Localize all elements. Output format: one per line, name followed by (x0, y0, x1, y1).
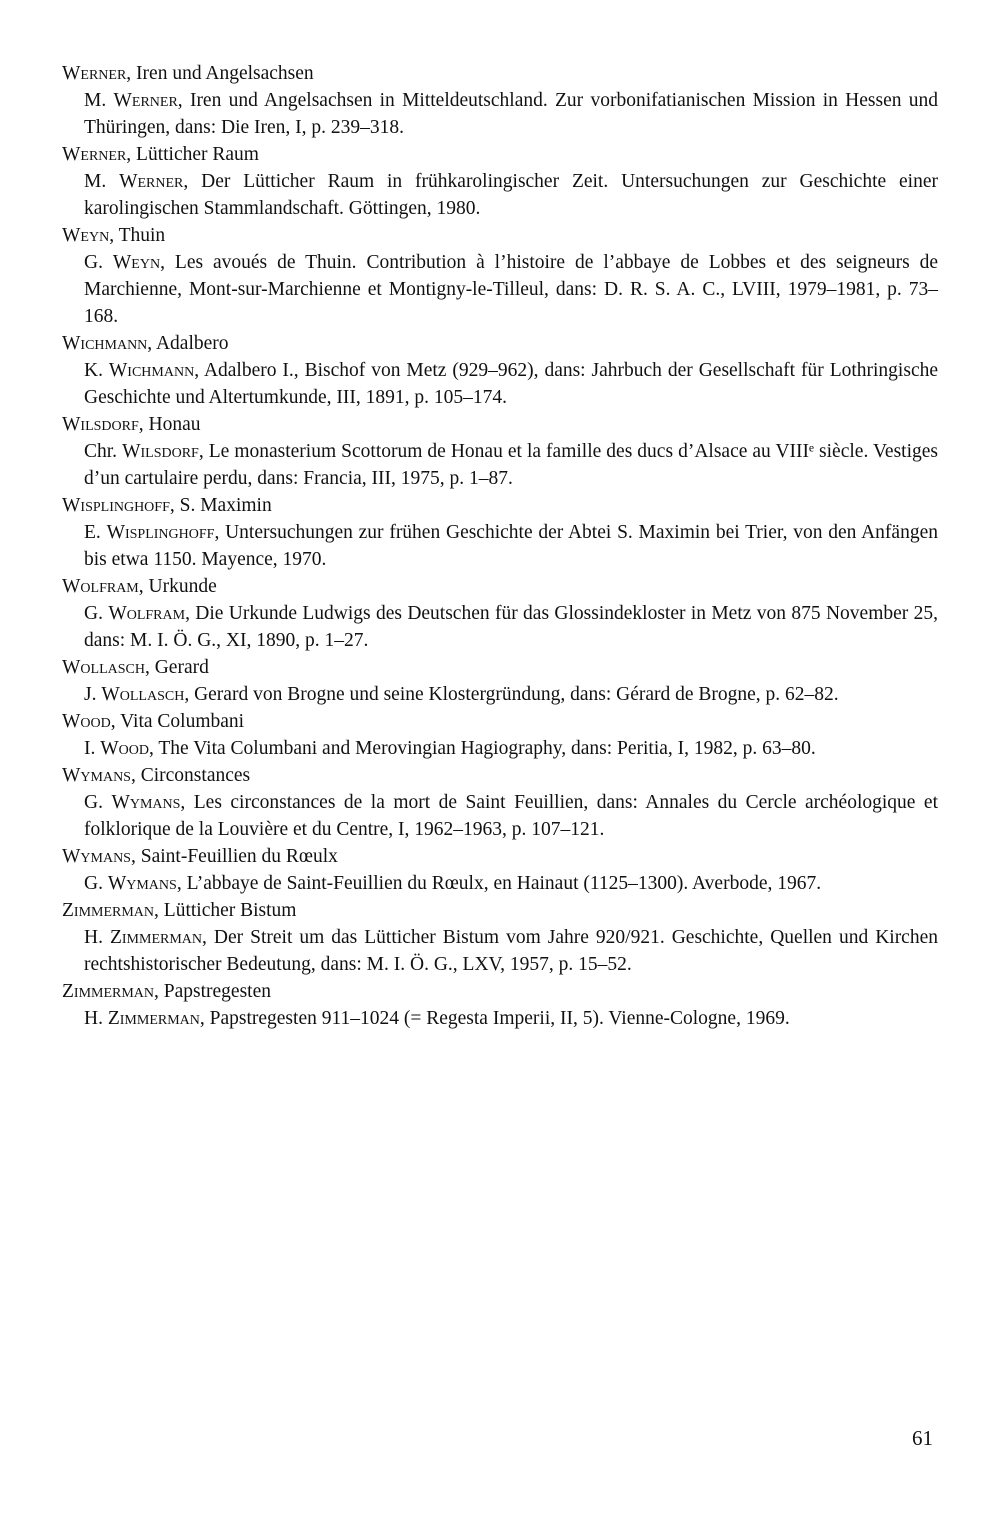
citation-initial: Chr. (84, 441, 123, 462)
entry-key-title: , Papstregesten (154, 981, 272, 1002)
entry-key-title: , S. Maximin (169, 495, 272, 516)
citation-text: , L’abbaye de Saint-Feuillien du Rœulx, en Hainaut (1125–1300). Averbode, 1967. (176, 873, 822, 894)
citation-author: Werner (119, 171, 184, 192)
bibliography-entry-zimmerman-papstregesten (62, 978, 938, 1032)
citation-author: Wood (100, 738, 149, 759)
entry-key (62, 708, 938, 735)
citation-text: , Le monasterium Scottorum de Honau et la famille des ducs d’Alsace au VIIIᵉ siècle. Vestiges d’un cartulaire perdu, dans: Francia, III, 1975, p. 1–87. (84, 441, 938, 489)
entry-citation (62, 789, 938, 843)
citation-initial: G. (84, 603, 109, 624)
entry-key (62, 573, 938, 600)
citation-author: Wolfram (108, 603, 186, 624)
entry-key-name: Werner (62, 63, 127, 84)
entry-citation (62, 168, 938, 222)
entry-citation (62, 681, 938, 708)
citation-initial: G. (84, 873, 108, 894)
citation-initial: H. (84, 1008, 108, 1029)
entry-key-title: , Urkunde (138, 576, 217, 597)
citation-initial: J. (84, 684, 102, 705)
entry-key (62, 141, 938, 168)
entry-citation (62, 249, 938, 330)
citation-text: , Untersuchungen zur frühen Geschichte der Abtei S. Maximin bei Trier, von den Anfängen bis etwa 1150. Mayence, 1970. (84, 522, 938, 570)
citation-author: Wisplinghoff (106, 522, 215, 543)
entry-key-name: Wisplinghoff (62, 495, 170, 516)
citation-initial: M. (84, 171, 120, 192)
entry-key-title: , Circonstances (130, 765, 251, 786)
citation-text: , Gerard von Brogne und seine Klostergründung, dans: Gérard de Brogne, p. 62–82. (184, 684, 839, 705)
citation-text: , Die Urkunde Ludwigs des Deutschen für das Glossindekloster in Metz von 875 November 25, dans: M. I. Ö. G., XI, 1890, p. 1–27. (84, 603, 938, 651)
entry-key (62, 654, 938, 681)
citation-author: Weyn (112, 252, 161, 273)
citation-author: Zimmerman (107, 1008, 200, 1029)
bibliography-entry-werner-iren (62, 60, 938, 141)
bibliography-entry-wolfram-urkunde (62, 573, 938, 654)
entry-citation (62, 735, 938, 762)
citation-author: Wilsdorf (122, 441, 199, 462)
entry-citation (62, 924, 938, 978)
bibliography-entry-werner-raum (62, 141, 938, 222)
citation-author: Werner (113, 90, 178, 111)
entry-key-name: Zimmerman (62, 981, 155, 1002)
citation-initial: E. (84, 522, 107, 543)
entry-key-title: , Saint-Feuillien du Rœulx (130, 846, 338, 867)
citation-initial: I. (84, 738, 101, 759)
citation-author: Zimmerman (109, 927, 202, 948)
citation-initial: K. (84, 360, 109, 381)
entry-key-name: Wood (62, 711, 111, 732)
entry-key (62, 897, 938, 924)
entry-key (62, 492, 938, 519)
bibliography-entry-wood-columbani (62, 708, 938, 762)
entry-citation (62, 357, 938, 411)
entry-key (62, 978, 938, 1005)
bibliography-entry-weyn-thuin (62, 222, 938, 330)
citation-text: , The Vita Columbani and Merovingian Hagiography, dans: Peritia, I, 1982, p. 63–80. (149, 738, 816, 759)
citation-text: , Adalbero I., Bischof von Metz (929–962), dans: Jahrbuch der Gesellschaft für Lothringische Geschichte und Altertumkunde, III, 1891, p. 105–174. (84, 360, 938, 408)
entry-key-title: , Adalbero (147, 333, 229, 354)
entry-key (62, 60, 938, 87)
bibliography-entry-wollasch-gerard (62, 654, 938, 708)
entry-key-name: Wilsdorf (62, 414, 139, 435)
citation-author: Wollasch (101, 684, 185, 705)
entry-key-title: , Gerard (144, 657, 209, 678)
citation-text: , Der Lütticher Raum in frühkarolingischer Zeit. Untersuchungen zur Geschichte einer karolingischen Stammlandschaft. Göttingen, 1980. (84, 171, 938, 219)
entry-key (62, 330, 938, 357)
entry-key-name: Wymans (62, 765, 131, 786)
bibliography-entry-wilsdorf-honau (62, 411, 938, 492)
bibliography-entry-wisplinghoff-maximin (62, 492, 938, 573)
entry-key-name: Zimmerman (62, 900, 155, 921)
entry-citation (62, 1005, 938, 1032)
entry-key-name: Wolfram (62, 576, 139, 597)
citation-author: Wichmann (108, 360, 195, 381)
entry-key-title: , Thuin (109, 225, 166, 246)
bibliography-entry-wymans-roeulx (62, 843, 938, 897)
citation-text: , Iren und Angelsachsen in Mitteldeutschland. Zur vorbonifatianischen Mission in Hessen und Thüringen, dans: Die Iren, I, p. 239–318. (84, 90, 939, 138)
entry-key (62, 222, 938, 249)
entry-key (62, 762, 938, 789)
bibliography-entry-wymans-circonstances (62, 762, 938, 843)
citation-initial: M. (84, 90, 114, 111)
entry-citation (62, 519, 938, 573)
entry-key-name: Werner (62, 144, 127, 165)
entry-citation (62, 438, 938, 492)
bibliography-entry-wichmann-adalbero (62, 330, 938, 411)
entry-key-title: , Vita Columbani (110, 711, 245, 732)
citation-initial: H. (84, 927, 110, 948)
entry-key-title: , Honau (138, 414, 201, 435)
citation-initial: G. (84, 792, 112, 813)
citation-author: Wymans (107, 873, 177, 894)
bibliography-entry-zimmerman-bistum (62, 897, 938, 978)
entry-citation (62, 870, 938, 897)
entry-key-name: Wichmann (62, 333, 148, 354)
page-number: 61 (912, 1426, 933, 1450)
citation-text: , Papstregesten 911–1024 (= Regesta Imperii, II, 5). Vienne-Cologne, 1969. (199, 1008, 790, 1029)
entry-key-name: Wymans (62, 846, 131, 867)
citation-initial: G. (84, 252, 113, 273)
entry-key-name: Wollasch (62, 657, 145, 678)
citation-text: , Les avoués de Thuin. Contribution à l’histoire de l’abbaye de Lobbes et des seigneurs de Marchienne, Mont-sur-Marchienne et Montigny-le-Tilleul, dans: D. R. S. A. C., LVIII, 1979–1981, p. 73–168. (84, 252, 939, 327)
entry-key-title: , Iren und Angelsachsen (126, 63, 314, 84)
entry-key-title: , Lütticher Raum (126, 144, 259, 165)
citation-text: , Der Streit um das Lütticher Bistum vom Jahre 920/921. Geschichte, Quellen und Kirchen rechtshistorischer Bedeutung, dans: M. I. Ö. G., LXV, 1957, p. 15–52. (84, 927, 938, 975)
entry-key-title: , Lütticher Bistum (154, 900, 297, 921)
citation-text: , Les circonstances de la mort de Saint Feuillien, dans: Annales du Cercle archéologique et folklorique de la Louvière et du Centre, I, 1962–1963, p. 107–121. (84, 792, 938, 840)
entry-citation (62, 600, 938, 654)
bibliography-page (62, 60, 938, 1032)
citation-author: Wymans (111, 792, 181, 813)
entry-citation (62, 87, 938, 141)
entry-key-name: Weyn (62, 225, 110, 246)
entry-key (62, 411, 938, 438)
entry-key (62, 843, 938, 870)
